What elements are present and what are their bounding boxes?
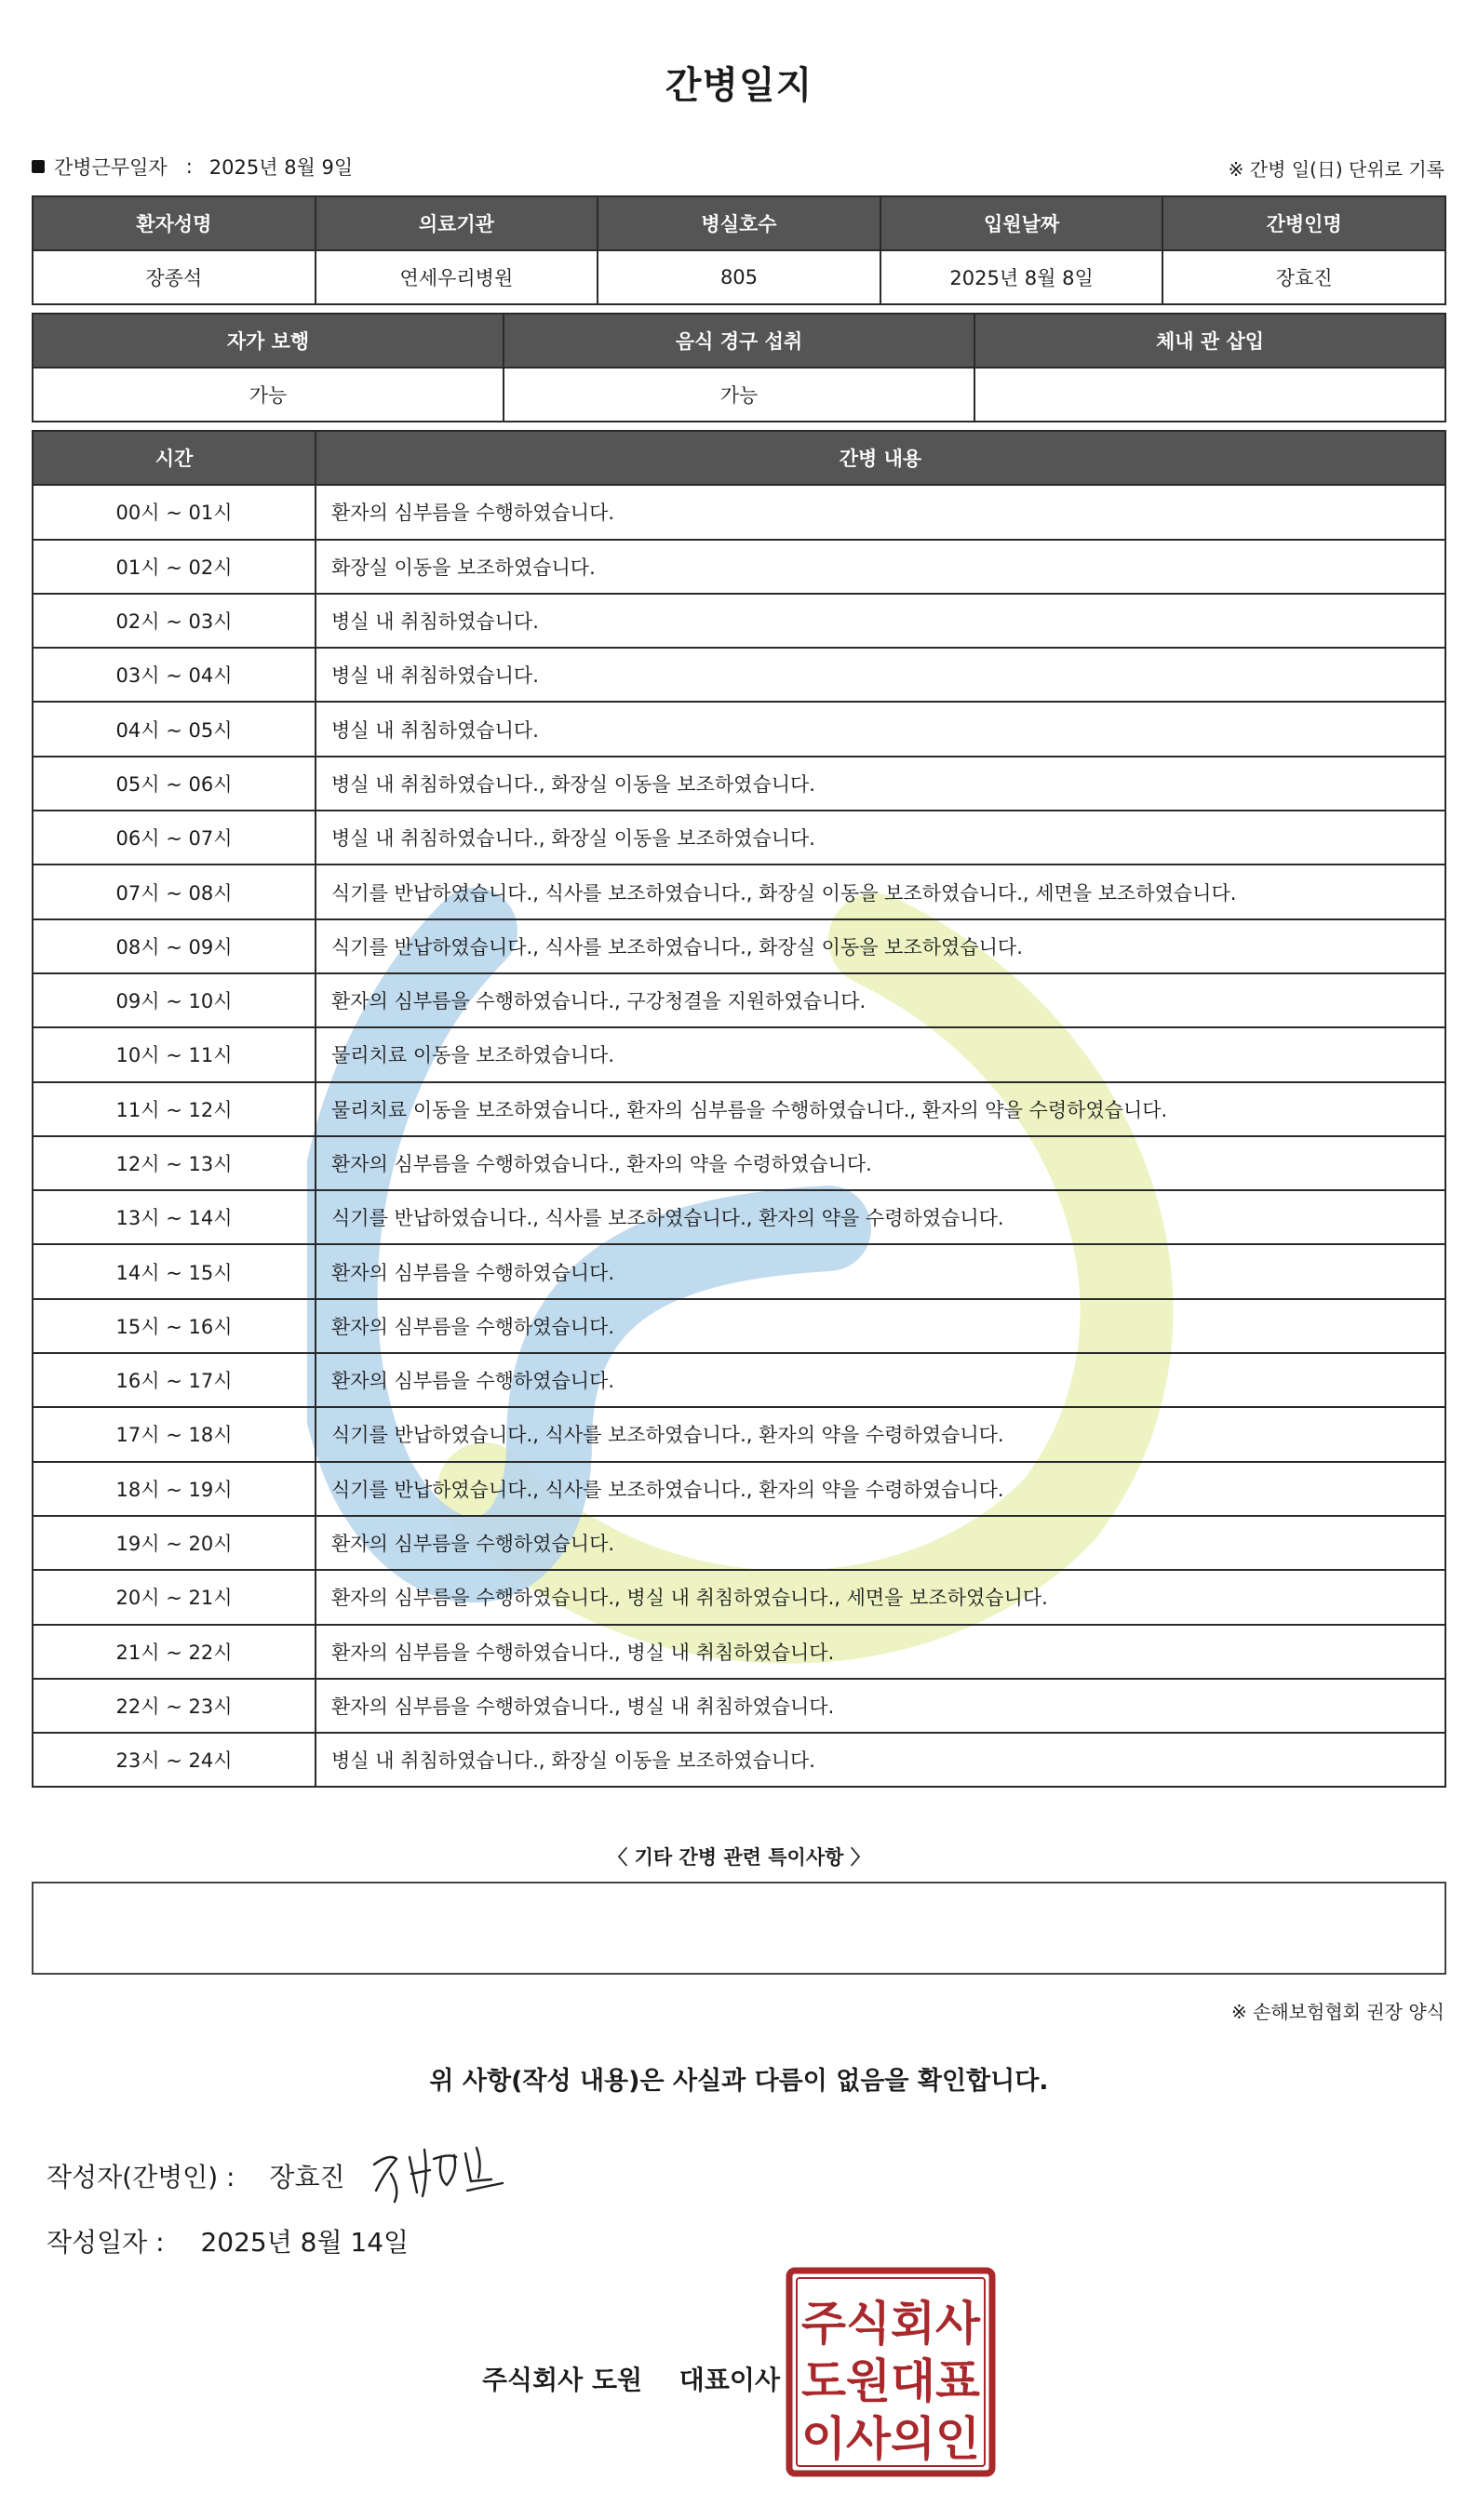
work-date-line [32,153,353,181]
work-date-separator: : [185,155,193,178]
header-care-content: 간병 내용 [316,431,1445,485]
header-self-walking: 자가 보행 [33,314,504,368]
content-cell: 물리치료 이동을 보조하였습니다., 환자의 심부름을 수행하였습니다., 환자의 약을 수령하였습니다. [316,1082,1445,1136]
content-cell: 환자의 심부름을 수행하였습니다., 병실 내 취침하였습니다. [316,1625,1445,1679]
care-log-table [32,430,1446,1788]
time-cell: 19시 ~ 20시 [33,1516,316,1570]
table-header-row [33,196,1445,250]
content-cell: 환자의 심부름을 수행하였습니다. [316,485,1445,539]
header-room-number: 병실호수 [598,196,880,250]
table-row [33,757,1445,811]
time-cell: 13시 ~ 14시 [33,1190,316,1244]
table-row [33,1027,1445,1081]
content-cell: 환자의 심부름을 수행하였습니다., 구강청결을 지원하였습니다. [316,973,1445,1027]
work-date-value: 2025년 8월 9일 [208,156,354,179]
table-row [33,1516,1445,1570]
caregiver-name: 장효진 [1162,250,1445,304]
written-date-value: 2025년 8월 14일 [200,2227,410,2258]
table-row [33,1353,1445,1407]
patient-status-table [32,313,1446,422]
time-cell: 00시 ~ 01시 [33,485,316,539]
time-cell: 06시 ~ 07시 [33,811,316,865]
table-row [33,1462,1445,1516]
content-cell: 병실 내 취침하였습니다., 화장실 이동을 보조하였습니다. [316,1733,1445,1787]
company-name: 주식회사 도원 [482,2365,643,2395]
table-row [33,973,1445,1027]
header-admission-date: 입원날짜 [880,196,1163,250]
time-cell: 23시 ~ 24시 [33,1733,316,1787]
content-cell: 병실 내 취침하였습니다., 화장실 이동을 보조하였습니다. [316,811,1445,865]
table-row [33,1570,1445,1624]
admission-date: 2025년 8월 8일 [880,250,1163,304]
content-cell: 병실 내 취침하였습니다. [316,648,1445,702]
content-cell: 식기를 반납하였습니다., 식사를 보조하였습니다., 화장실 이동을 보조하였습니다., 세면을 보조하였습니다. [316,865,1445,918]
table-row [33,1679,1445,1733]
writer-line [47,2157,345,2194]
self-walking-value: 가능 [33,368,504,422]
table-row [33,1407,1445,1461]
table-header-row [33,431,1445,485]
form-source-note: ※ 손해보험협회 권장 양식 [1230,2001,1444,2023]
confirmation-statement: 위 사항(작성 내용)은 사실과 다름이 없음을 확인합니다. [429,2067,1049,2096]
content-cell: 병실 내 취침하였습니다., 화장실 이동을 보조하였습니다. [316,757,1445,811]
table-row [33,1733,1445,1787]
content-cell: 환자의 심부름을 수행하였습니다. [316,1299,1445,1353]
content-cell: 환자의 심부름을 수행하였습니다., 병실 내 취침하였습니다., 세면을 보조하였습니다. [316,1570,1445,1624]
time-cell: 16시 ~ 17시 [33,1353,316,1407]
header-time: 시간 [33,431,316,485]
header-oral-intake: 음식 경구 섭취 [504,314,974,368]
table-row [33,485,1445,539]
header-tube-insertion: 체내 관 삽입 [974,314,1445,368]
patient-info-table [32,195,1446,305]
time-cell: 21시 ~ 22시 [33,1625,316,1679]
time-cell: 15시 ~ 16시 [33,1299,316,1353]
tube-insertion-value [974,368,1445,422]
table-row [33,1136,1445,1190]
table-row [33,1625,1445,1679]
header-caregiver-name: 간병인명 [1162,196,1445,250]
time-cell: 05시 ~ 06시 [33,757,316,811]
written-date-label: 작성일자 : [47,2227,165,2258]
table-row [33,368,1445,422]
table-row [33,811,1445,865]
company-seal-icon [786,2267,996,2477]
time-cell: 02시 ~ 03시 [33,594,316,648]
document-title: 간병일지 [665,64,813,107]
room-number: 805 [598,250,880,304]
content-cell: 식기를 반납하였습니다., 식사를 보조하였습니다., 환자의 약을 수령하였습니다. [316,1190,1445,1244]
content-cell: 병실 내 취침하였습니다. [316,702,1445,756]
table-row [33,1299,1445,1353]
content-cell: 환자의 심부름을 수행하였습니다., 환자의 약을 수령하였습니다. [316,1136,1445,1190]
table-header-row [33,314,1445,368]
time-cell: 17시 ~ 18시 [33,1407,316,1461]
time-cell: 08시 ~ 09시 [33,919,316,973]
table-row [33,919,1445,973]
time-cell: 20시 ~ 21시 [33,1570,316,1624]
content-cell: 환자의 심부름을 수행하였습니다. [316,1244,1445,1298]
work-date-label: 간병근무일자 [54,156,168,179]
content-cell: 식기를 반납하였습니다., 식사를 보조하였습니다., 화장실 이동을 보조하였습니다. [316,919,1445,973]
table-row [33,1190,1445,1244]
table-row [33,648,1445,702]
table-row [33,540,1445,594]
oral-intake-value: 가능 [504,368,974,422]
written-date-line [47,2222,409,2259]
content-cell: 환자의 심부름을 수행하였습니다., 병실 내 취침하였습니다. [316,1679,1445,1733]
time-cell: 10시 ~ 11시 [33,1027,316,1081]
content-cell: 화장실 이동을 보조하였습니다. [316,540,1445,594]
record-unit-note: ※ 간병 일(日) 단위로 기록 [1228,158,1444,181]
table-row [33,1082,1445,1136]
time-cell: 04시 ~ 05시 [33,702,316,756]
table-row [33,594,1445,648]
time-cell: 03시 ~ 04시 [33,648,316,702]
company-line [482,2360,780,2397]
table-row [33,1244,1445,1298]
time-cell: 09시 ~ 10시 [33,973,316,1027]
svg-text:이사의인: 이사의인 [801,2412,980,2466]
time-cell: 22시 ~ 23시 [33,1679,316,1733]
ceo-label: 대표이사 [679,2365,780,2395]
content-cell: 환자의 심부름을 수행하였습니다. [316,1516,1445,1570]
time-cell: 11시 ~ 12시 [33,1082,316,1136]
hospital-name: 연세우리병원 [316,250,598,304]
header-hospital: 의료기관 [316,196,598,250]
writer-name: 장효진 [269,2162,345,2192]
svg-text:도원대표: 도원대표 [801,2354,981,2408]
header-patient-name: 환자성명 [33,196,316,250]
table-row [33,250,1445,304]
time-cell: 14시 ~ 15시 [33,1244,316,1298]
time-cell: 01시 ~ 02시 [33,540,316,594]
content-cell: 병실 내 취침하였습니다. [316,594,1445,648]
square-bullet-icon [32,160,45,173]
time-cell: 07시 ~ 08시 [33,865,316,918]
table-row [33,702,1445,756]
time-cell: 18시 ~ 19시 [33,1462,316,1516]
time-cell: 12시 ~ 13시 [33,1136,316,1190]
content-cell: 식기를 반납하였습니다., 식사를 보조하였습니다., 환자의 약을 수령하였습니다. [316,1407,1445,1461]
content-cell: 환자의 심부름을 수행하였습니다. [316,1353,1445,1407]
remarks-box [32,1882,1446,1975]
content-cell: 식기를 반납하였습니다., 식사를 보조하였습니다., 환자의 약을 수령하였습니다. [316,1462,1445,1516]
table-row [33,865,1445,918]
handwritten-signature-icon [363,2137,512,2207]
writer-label: 작성자(간병인) : [47,2162,235,2192]
remarks-title: 〈 기타 간병 관련 특이사항 〉 [608,1846,870,1869]
svg-text:주식회사: 주식회사 [801,2297,981,2351]
content-cell: 물리치료 이동을 보조하였습니다. [316,1027,1445,1081]
patient-name: 장종석 [33,250,316,304]
